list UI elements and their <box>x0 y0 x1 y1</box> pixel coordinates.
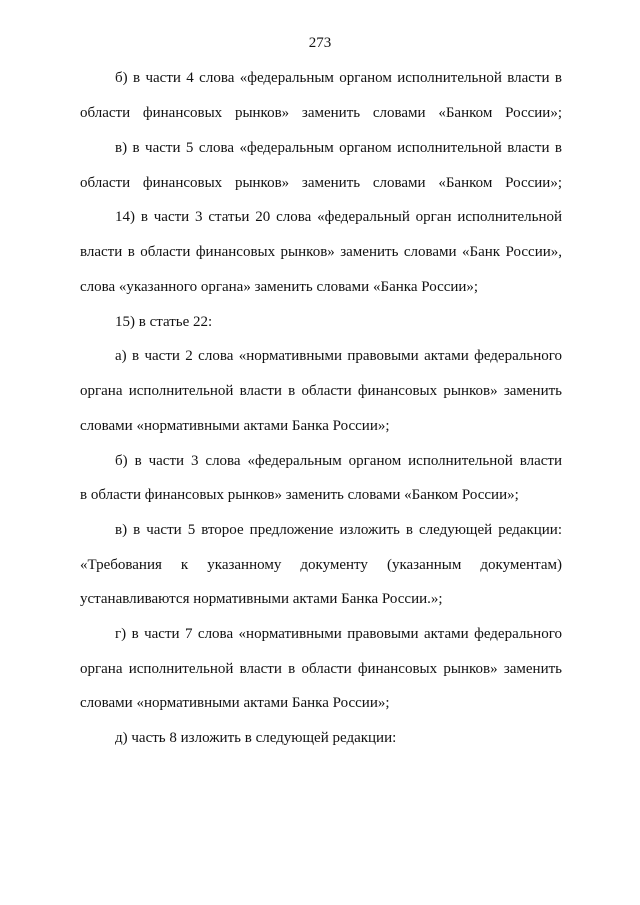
text-line: «Требования к указанному документу (указанным документам) <box>80 557 562 573</box>
text-line: д) часть 8 изложить в следующей редакции: <box>115 730 397 746</box>
text-line: в) в части 5 слова «федеральным органом исполнительной власти в <box>115 140 562 156</box>
text-line: в) в части 5 второе предложение изложить в следующей редакции: <box>115 522 562 538</box>
text-line: г) в части 7 слова «нормативными правовыми актами федерального <box>115 626 562 642</box>
text-line: устанавливаются нормативными актами Банка России.»; <box>80 591 443 607</box>
text-line: б) в части 4 слова «федеральным органом исполнительной власти в <box>115 70 562 86</box>
text-line: области финансовых рынков» заменить словами «Банком России»; <box>80 175 562 191</box>
text-line: в области финансовых рынков» заменить словами «Банком России»; <box>80 487 519 503</box>
text-line: 15) в статье 22: <box>115 314 213 330</box>
text-line: словами «нормативными актами Банка России»; <box>80 695 390 711</box>
text-line: а) в части 2 слова «нормативными правовыми актами федерального <box>115 348 562 364</box>
text-line: органа исполнительной власти в области финансовых рынков» заменить <box>80 661 562 677</box>
text-line: б) в части 3 слова «федеральным органом исполнительной власти <box>115 453 562 469</box>
text-line: 14) в части 3 статьи 20 слова «федеральный орган исполнительной <box>115 209 562 225</box>
page-number: 273 <box>308 35 332 51</box>
text-line: словами «нормативными актами Банка России»; <box>80 418 390 434</box>
text-line: органа исполнительной власти в области финансовых рынков» заменить <box>80 383 562 399</box>
text-line: власти в области финансовых рынков» заменить словами «Банк России», <box>80 244 562 260</box>
text-line: слова «указанного органа» заменить словами «Банка России»; <box>80 279 479 295</box>
text-line: области финансовых рынков» заменить словами «Банком России»; <box>80 105 562 121</box>
